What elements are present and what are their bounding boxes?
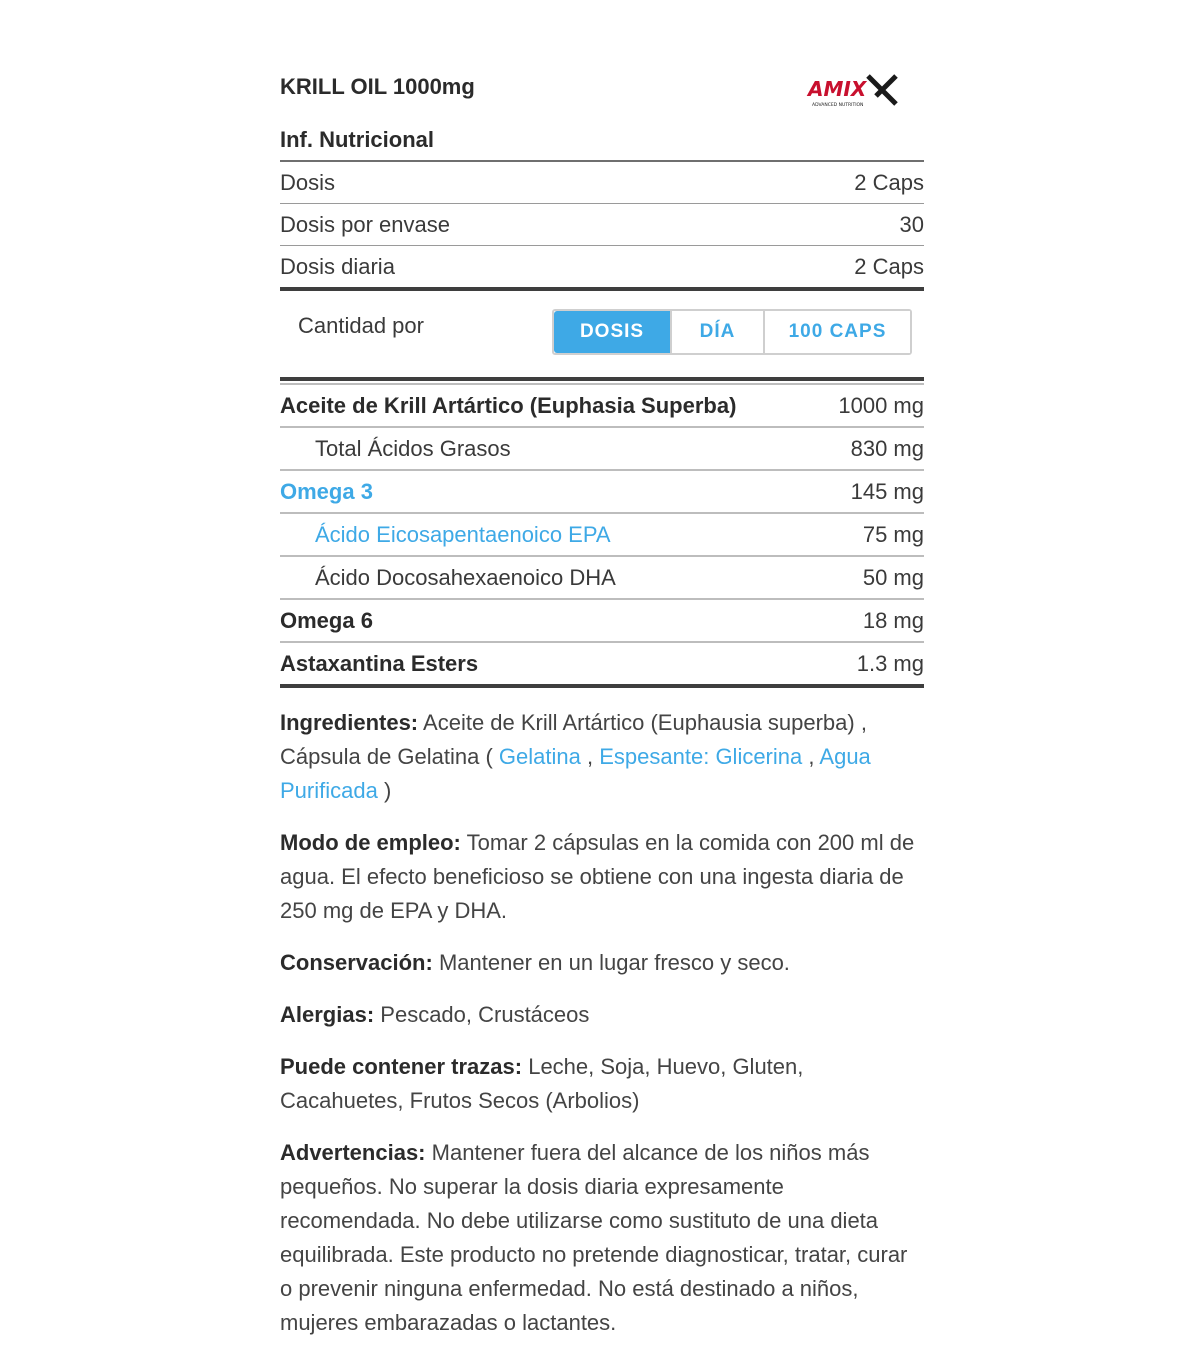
- allergies-section: [280, 998, 924, 1032]
- nutrient-value: 145 mg: [850, 478, 924, 504]
- nutrient-row: [280, 514, 924, 557]
- storage-label: Conservación:: [280, 950, 433, 975]
- ingredients-text-end: ): [383, 778, 392, 803]
- traces-section: [280, 1050, 924, 1118]
- usage-text: Tomar 2 cápsulas en la comida con 200 ml de agua. El efecto beneficioso se obtiene con una ingesta diaria de 250 mg de EPA y DHA.: [280, 830, 915, 923]
- brand-tagline: ADVANCED NUTRITION: [812, 103, 864, 108]
- usage-label: Modo de empleo:: [280, 830, 461, 855]
- ingredients-label: Ingredientes:: [280, 710, 419, 735]
- amix-logo-icon: [806, 70, 902, 110]
- info-value: 30: [899, 211, 924, 237]
- amount-label: Cantidad por: [298, 313, 424, 338]
- traces-label: Puede contener trazas:: [280, 1054, 523, 1079]
- nutrient-value: 1.3 mg: [856, 650, 924, 676]
- info-label: Dosis diaria: [280, 253, 395, 279]
- nutrient-row: [280, 428, 924, 471]
- ingredients-separator: ,: [808, 744, 815, 769]
- ingredient-link-gelatina[interactable]: Gelatina: [498, 744, 581, 769]
- nutrient-name-link[interactable]: Ácido Eicosapentaenoico EPA: [315, 521, 611, 547]
- nutrient-row: [280, 643, 924, 688]
- ingredient-link-glicerina[interactable]: Espesante: Glicerina: [599, 744, 803, 769]
- toggle-dia-button[interactable]: DÍA: [672, 311, 765, 353]
- toggle-100-caps-button[interactable]: 100 CAPS: [765, 311, 910, 353]
- toggle-dosis-button[interactable]: DOSIS: [554, 311, 672, 353]
- nutrient-row: [280, 471, 924, 514]
- storage-section: [280, 946, 924, 980]
- nutrient-name: Total Ácidos Grasos: [315, 435, 511, 461]
- product-title: KRILL OIL 1000mg: [280, 74, 475, 99]
- info-row-dosis-por-envase: [280, 204, 924, 246]
- info-value: 2 Caps: [854, 253, 924, 279]
- warnings-section: [280, 1136, 924, 1340]
- nutrient-row: [280, 557, 924, 600]
- usage-section: [280, 826, 924, 928]
- nutrient-value: 830 mg: [850, 435, 924, 461]
- warnings-label: Advertencias:: [280, 1140, 426, 1165]
- nutrient-value: 50 mg: [862, 564, 924, 590]
- product-header: [280, 60, 924, 120]
- nutrient-name: Omega 6: [280, 607, 373, 633]
- nutrient-name: Astaxantina Esters: [280, 650, 479, 676]
- info-label: Dosis: [280, 169, 336, 195]
- warnings-text: Mantener fuera del alcance de los niños más pequeños. No superar la dosis diaria expresamente recomendada. No debe utilizarse como sustituto de una dieta equilibrada. Este producto no pretende diagnosticar, tratar, curar o prevenir ninguna enfermedad. No está destinado a niños, mujeres embarazadas o lactantes.: [280, 1140, 908, 1335]
- info-value: 2 Caps: [854, 169, 924, 195]
- nutrient-name-link[interactable]: Omega 3: [280, 478, 373, 504]
- ingredient-link-agua[interactable]: Agua Purificada: [280, 744, 871, 803]
- nutrient-name: Aceite de Krill Artártico (Euphasia Superba): [280, 392, 737, 418]
- nutrition-panel: [280, 60, 924, 1340]
- amount-selector-bar: [280, 291, 924, 381]
- nutrient-row: [280, 600, 924, 643]
- allergies-label: Alergias:: [280, 1002, 375, 1027]
- info-row-dosis: [280, 162, 924, 204]
- storage-text: Mantener en un lugar fresco y seco.: [438, 950, 790, 975]
- nutrient-row: [280, 383, 924, 428]
- amount-toggle-group: [552, 309, 912, 355]
- info-row-dosis-diaria: [280, 246, 924, 291]
- brand-name: AMIX: [808, 77, 867, 101]
- nutrient-value: 18 mg: [862, 607, 924, 633]
- nutrient-value: 1000 mg: [838, 392, 924, 418]
- nutrient-name: Ácido Docosahexaenoico DHA: [315, 564, 616, 590]
- traces-text: Leche, Soja, Huevo, Gluten, Cacahuetes, Frutos Secos (Arbolios): [280, 1054, 804, 1113]
- nutrient-value: 75 mg: [862, 521, 924, 547]
- ingredients-text: Aceite de Krill Artártico (Euphausia superba) , Cápsula de Gelatina (: [280, 710, 867, 769]
- info-title: Inf. Nutricional: [280, 120, 924, 162]
- info-label: Dosis por envase: [280, 211, 450, 237]
- ingredients-section: [280, 706, 924, 808]
- allergies-text: Pescado, Crustáceos: [380, 1002, 590, 1027]
- ingredients-separator: ,: [587, 744, 594, 769]
